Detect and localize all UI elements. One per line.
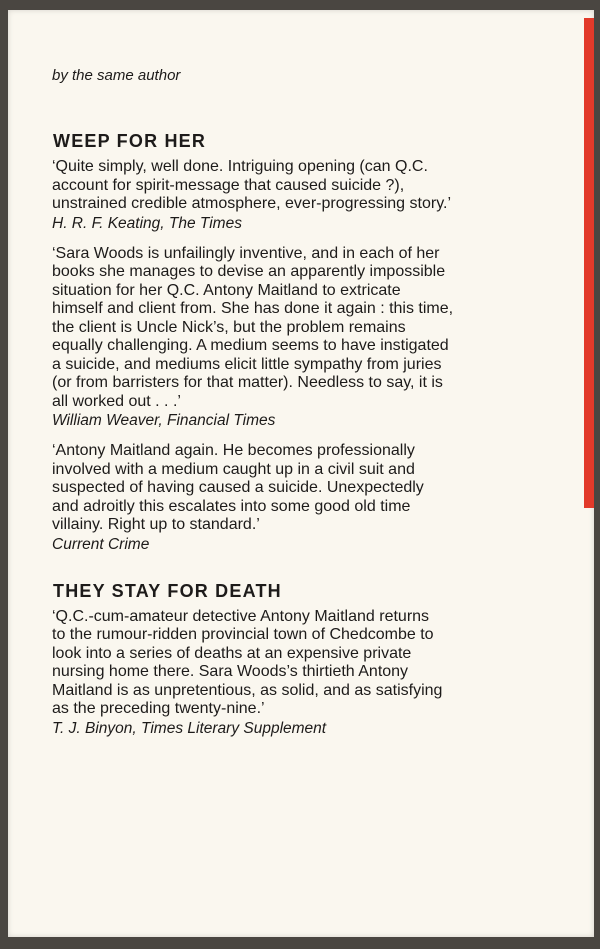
quote-line: suspected of having caused a suicide. Unexpectedly	[52, 479, 424, 496]
review-source: H. R. F. Keating, The Times	[52, 214, 242, 232]
red-spine-edge	[584, 18, 594, 508]
quote-line: a suicide, and mediums elicit little sympathy from juries	[52, 355, 442, 373]
quote-line: Maitland is as unpretentious, as solid, and as satisfying	[52, 681, 443, 699]
review	[52, 442, 572, 554]
quote-line: and adroitly this escalates into some good old time	[52, 497, 411, 515]
review-source: Current Crime	[52, 535, 150, 553]
review-source: T. J. Binyon, Times Literary Supplement	[52, 719, 327, 737]
review	[52, 608, 572, 738]
quote-line: equally challenging. A medium seems to have instigated	[52, 337, 449, 354]
book-title: THEY STAY FOR DEATH	[53, 580, 282, 601]
quote-line: unstrained credible atmosphere, ever-progressing story.’	[52, 195, 452, 212]
book-section	[52, 130, 572, 554]
quote-line: as the preceding twenty-nine.’	[52, 700, 265, 717]
quote-line: the client is Uncle Nick’s, but the problem remains	[52, 318, 406, 336]
review	[52, 158, 572, 233]
quote-line: himself and client from. She has done it again : this time,	[52, 300, 454, 317]
quote-line: all worked out . . .’	[52, 392, 181, 410]
quote-line: account for spirit-message that caused suicide ?),	[52, 176, 405, 194]
quote-line: ‘Sara Woods is unfailingly inventive, and in each of her	[52, 244, 440, 262]
review	[52, 245, 572, 431]
review-source: William Weaver, Financial Times	[52, 412, 276, 429]
quote-line: ‘Antony Maitland again. He becomes professionally	[52, 442, 415, 459]
quote-line: ‘Quite simply, well done. Intriguing opening (can Q.C.	[52, 158, 428, 175]
quote-line: ‘Q.C.-cum-amateur detective Antony Maitland returns	[52, 607, 430, 625]
quote-line: look into a series of deaths at an expensive private	[52, 644, 412, 662]
quote-line: to the rumour-ridden provincial town of Chedcombe to	[52, 626, 434, 643]
quote-line: nursing home there. Sara Woods’s thirtieth Antony	[52, 663, 409, 680]
quote-line: villainy. Right up to standard.’	[52, 516, 260, 533]
quote-line: involved with a medium caught up in a civil suit and	[52, 460, 415, 478]
book-back-cover	[8, 10, 594, 937]
quote-line: (or from barristers for that matter). Needless to say, it is	[52, 374, 443, 391]
book-title: WEEP FOR HER	[53, 131, 207, 151]
book-section	[52, 580, 572, 738]
cover-text	[52, 66, 572, 750]
byline: by the same author	[52, 67, 181, 84]
quote-line: books she manages to devise an apparently impossible	[52, 263, 446, 280]
quote-line: situation for her Q.C. Antony Maitland to extricate	[52, 281, 401, 299]
